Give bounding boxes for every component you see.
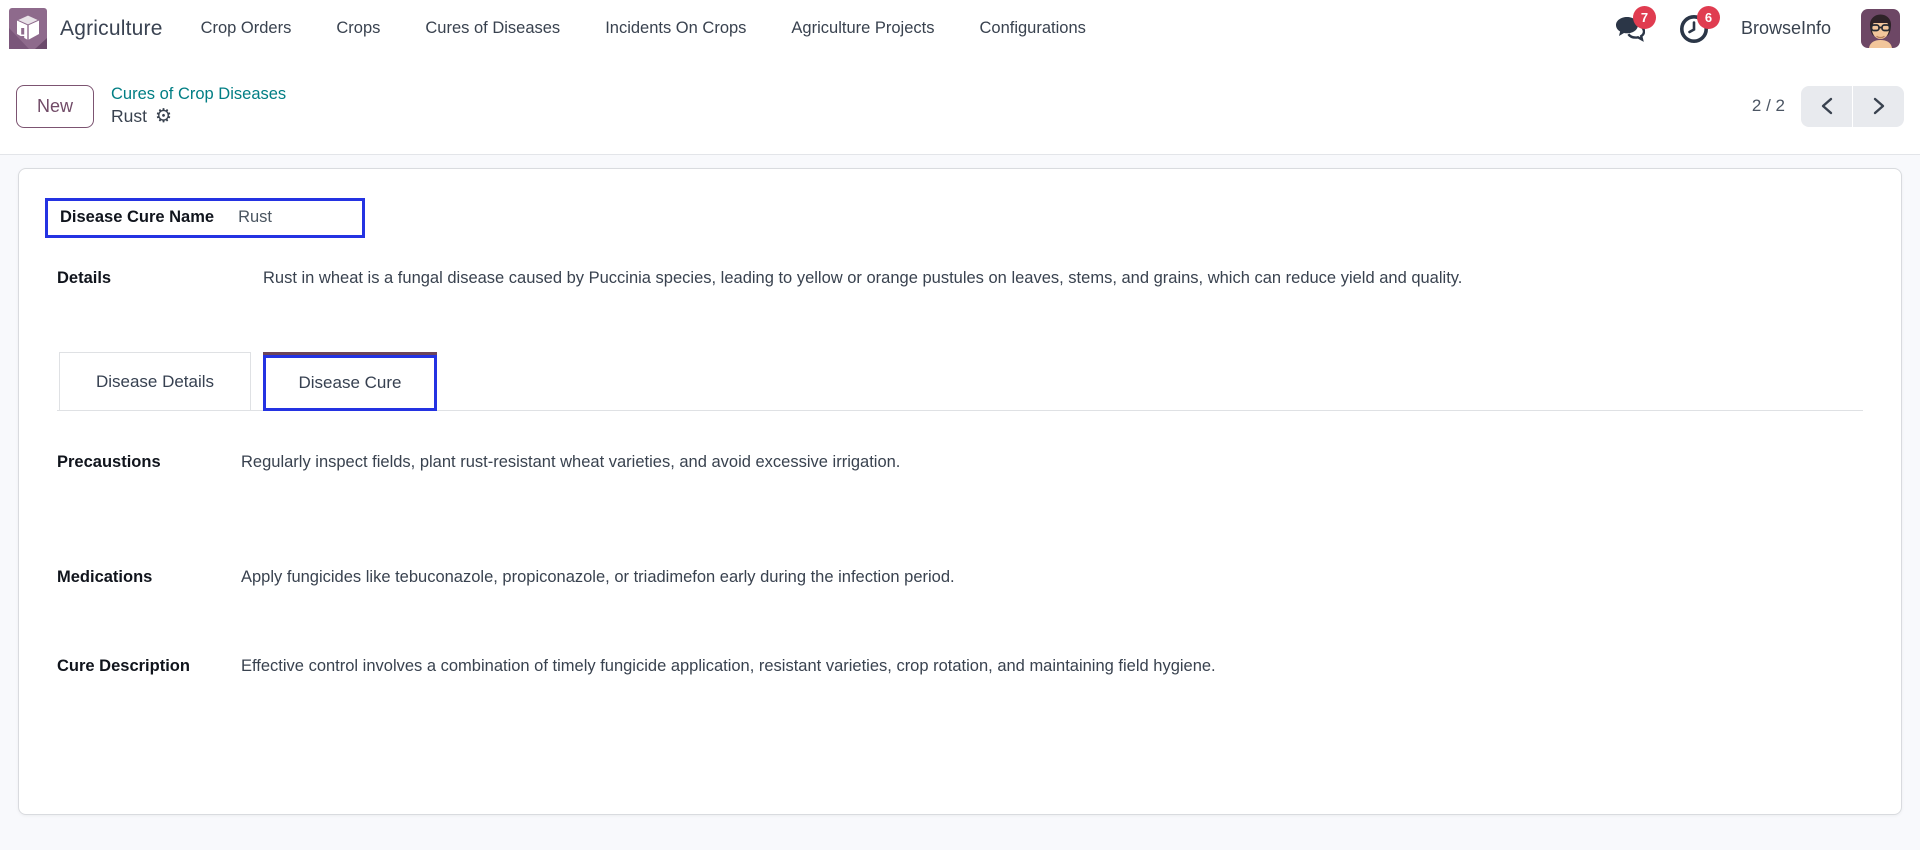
control-panel (0, 57, 1920, 155)
precaustions-label: Precaustions (57, 453, 161, 471)
main-menu (201, 19, 1086, 38)
disease-cure-tab-panel (57, 411, 1863, 676)
new-button[interactable]: New (16, 85, 94, 128)
messages-icon[interactable] (1613, 9, 1649, 45)
menu-configurations[interactable]: Configurations (979, 19, 1086, 37)
precaustions-field-row (57, 453, 1863, 472)
app-logo-cube-icon[interactable] (9, 8, 47, 49)
details-label: Details (57, 269, 112, 287)
tab-disease-cure[interactable] (263, 352, 437, 411)
breadcrumb-parent-link[interactable]: Cures of Crop Diseases (111, 85, 287, 103)
pager-previous-button[interactable] (1801, 86, 1852, 127)
gear-icon[interactable]: ⚙ (155, 106, 173, 127)
menu-cures-of-diseases[interactable]: Cures of Diseases (425, 19, 561, 37)
medications-value[interactable]: Apply fungicides like tebuconazole, propiconazole, or triadimefon early during the infection period. (241, 568, 955, 586)
activities-badge: 6 (1697, 6, 1720, 29)
tab-disease-details[interactable]: Disease Details (59, 352, 251, 410)
user-avatar[interactable] (1861, 9, 1900, 48)
chevron-right-icon (1872, 97, 1886, 115)
menu-incidents-on-crops[interactable]: Incidents On Crops (605, 19, 747, 37)
disease-cure-name-field-highlight[interactable] (45, 198, 365, 238)
top-navbar (0, 0, 1920, 57)
details-value[interactable]: Rust in wheat is a fungal disease caused by Puccinia species, leading to yellow or orange pustules on leaves, stems, and grains, which can reduce yield and quality. (263, 269, 1463, 287)
pager-next-button[interactable] (1853, 86, 1904, 127)
tab-disease-cure-highlight[interactable] (263, 355, 437, 411)
breadcrumb-current: Rust (111, 106, 147, 126)
details-field-row (57, 269, 1863, 288)
disease-cure-name-label: Disease Cure Name (60, 208, 215, 226)
pager-counter: 2 / 2 (1751, 96, 1785, 115)
disease-cure-name-value[interactable]: Rust (238, 208, 273, 226)
medications-label: Medications (57, 568, 153, 586)
precaustions-value[interactable]: Regularly inspect fields, plant rust-resistant wheat varieties, and avoid excessive irrigation. (241, 453, 901, 471)
breadcrumb (111, 85, 286, 127)
app-name[interactable]: Agriculture (60, 16, 163, 40)
medications-field-row (57, 568, 1863, 587)
content-area (0, 155, 1920, 848)
menu-crop-orders[interactable]: Crop Orders (200, 19, 292, 37)
user-menu-name[interactable]: BrowseInfo (1740, 18, 1831, 38)
menu-agriculture-projects[interactable]: Agriculture Projects (791, 19, 935, 37)
tab-disease-cure-label: Disease Cure (298, 373, 402, 392)
messages-badge: 7 (1633, 6, 1656, 29)
cure-description-label: Cure Description (57, 657, 190, 675)
cure-description-field-row (57, 657, 1863, 676)
form-sheet (18, 168, 1902, 815)
menu-crops[interactable]: Crops (336, 19, 381, 37)
cure-description-value[interactable]: Effective control involves a combination of timely fungicide application, resistant varieties, crop rotation, and maintaining field hygiene. (241, 657, 1216, 675)
notebook-tabs (57, 352, 1863, 411)
activities-clock-icon[interactable] (1677, 9, 1713, 45)
chevron-left-icon (1820, 97, 1834, 115)
